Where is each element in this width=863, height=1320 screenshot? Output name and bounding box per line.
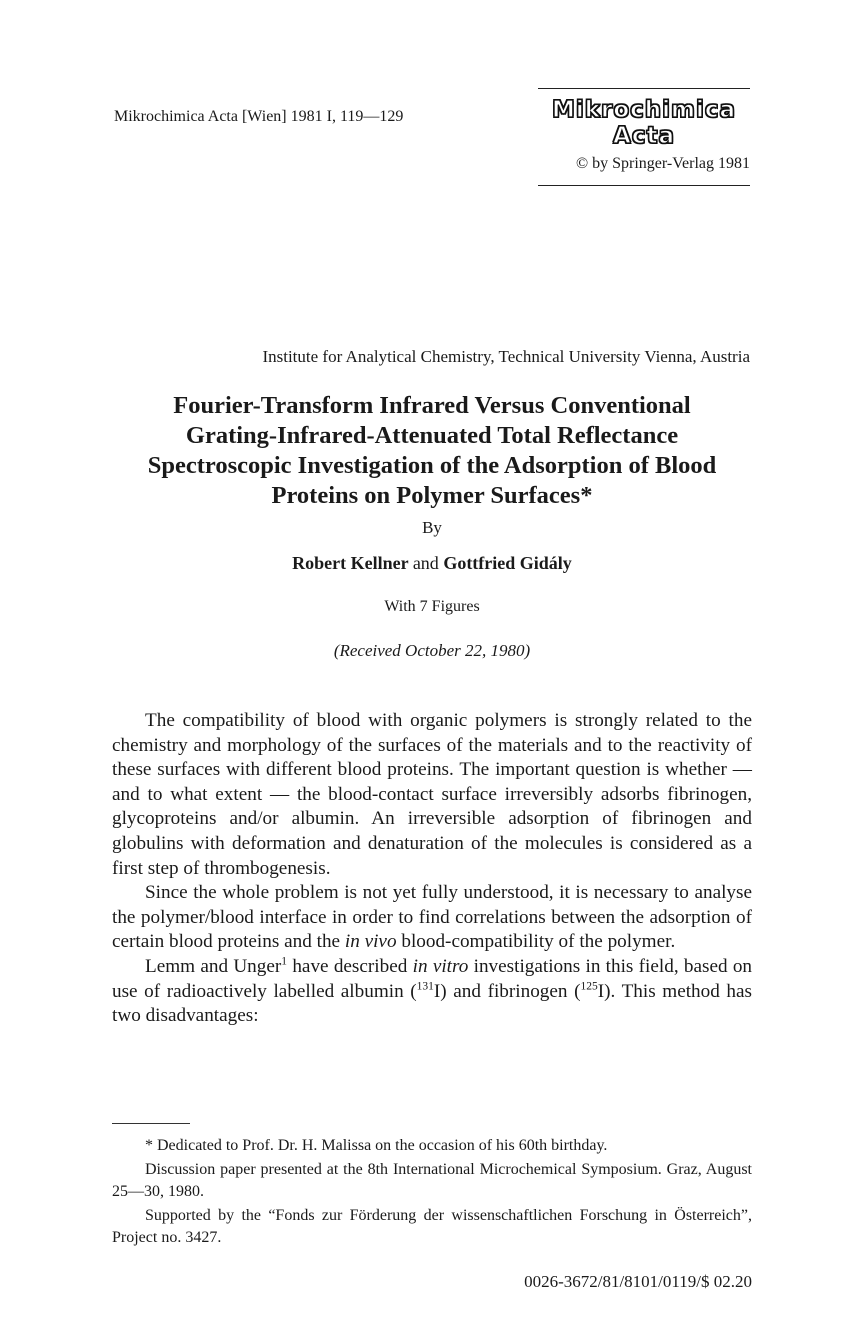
isotope-superscript: 125 xyxy=(580,980,598,993)
journal-logo: Mikrochimica Acta xyxy=(551,97,737,149)
footnote: Supported by the “Fonds zur Förderung der wissenschaftlichen Forschung in Österreich”, Project no. 3427. xyxy=(112,1207,752,1246)
text-span: blood-compatibility of the polymer. xyxy=(401,931,676,953)
title-line: Grating-Infrared-Attenuated Total Reflectance xyxy=(185,422,679,449)
by-label: By xyxy=(422,518,442,537)
article-code: 0026-3672/81/8101/0119/$ 02.20 xyxy=(524,1272,752,1291)
figures-note: With 7 Figures xyxy=(384,598,480,615)
title-line: Fourier-Transform Infrared Versus Conventional xyxy=(173,392,691,419)
title-line: Spectroscopic Investigation of the Adsorption of Blood xyxy=(147,452,717,479)
journal-masthead xyxy=(538,88,750,186)
italic-term: in vitro xyxy=(412,955,469,977)
italic-term: in vivo xyxy=(344,931,397,953)
institute-affiliation: Institute for Analytical Chemistry, Technical University Vienna, Austria xyxy=(262,347,750,366)
received-date: (Received October 22, 1980) xyxy=(333,641,531,660)
author-conjunction: and xyxy=(412,553,439,573)
author-name: Gottfried Gidály xyxy=(443,553,572,573)
footnote: * Dedicated to Prof. Dr. H. Malissa on the occasion of his 60th birthday. xyxy=(145,1137,608,1154)
journal-citation: Mikrochimica Acta [Wien] 1981 I, 119—129 xyxy=(114,108,404,125)
paragraph xyxy=(112,881,752,955)
text-span: I). This method has two disadvantages: xyxy=(112,980,752,1027)
author-name: Robert Kellner xyxy=(292,553,409,573)
masthead-top-rule xyxy=(538,88,750,89)
footnote-rule xyxy=(112,1123,190,1124)
body-text xyxy=(112,709,752,1029)
text-span: Since the whole problem is not yet fully understood, it is necessary to analyse the polymer/blood interface in order to find correlations between the adsorption of certain blood proteins and the xyxy=(112,882,752,953)
text-span: Lemm and Unger xyxy=(145,955,282,977)
paragraph: The compatibility of blood with organic polymers is strongly related to the chemistry and morphology of the surfaces of the materials and to the reactivity of these surfaces with different blood proteins. The important question is whether — and to what extent — the blood-contact surface irreversibly adsorbs fibrinogen, glycoproteins and/or albumin. An irreversible adsorption of fibrinogen and globulins with deformation and denaturation of the molecules is considered as a first step of thrombogenesis. xyxy=(112,710,752,879)
title-line: Proteins on Polymer Surfaces* xyxy=(271,482,593,509)
masthead-bottom-rule xyxy=(538,185,750,186)
reference-superscript: 1 xyxy=(281,955,288,968)
copyright-notice: © by Springer-Verlag 1981 xyxy=(575,155,750,172)
text-span: investigations in this field, based on use of radioactively labelled albumin ( xyxy=(112,955,753,1002)
paper-title xyxy=(112,391,752,511)
text-span: have described xyxy=(292,955,408,977)
text-span: I) and fibrinogen ( xyxy=(433,980,581,1002)
footnotes xyxy=(112,1135,752,1251)
paragraph xyxy=(112,955,752,1029)
footnote: Discussion paper presented at the 8th International Microchemical Symposium. Graz, August 25—30, 1980. xyxy=(112,1161,752,1200)
isotope-superscript: 131 xyxy=(416,980,434,993)
authors xyxy=(112,553,752,574)
